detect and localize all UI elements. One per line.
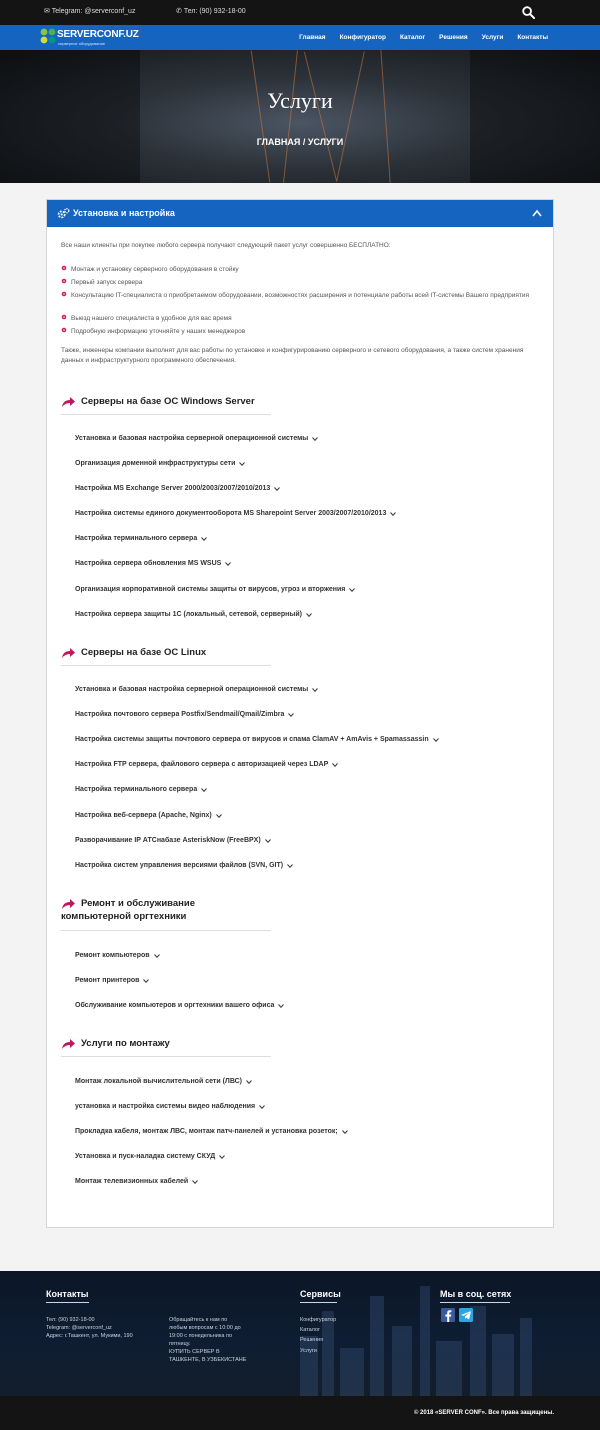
gears-icon (57, 207, 70, 220)
section-title: Услуги по монтажу (81, 1038, 170, 1049)
service-item[interactable]: Настройка веб-сервера (Apache, Nginx) (75, 812, 222, 819)
copyright-bar (0, 1396, 600, 1430)
chevron-down-icon (287, 863, 293, 867)
service-item[interactable]: Настройка терминального сервера (75, 535, 207, 542)
bullet-item: Выезд нашего специалиста в удобное для вас время (61, 314, 531, 323)
service-item[interactable]: Настройка системы защиты почтового сервера от вирусов и спама ClamAV + AmAvis + Spamassassin (75, 736, 439, 743)
nav-item-contacts[interactable]: Контакты (517, 34, 548, 41)
chevron-up-icon[interactable] (532, 209, 542, 217)
gear-bullet-icon (61, 265, 67, 271)
service-item[interactable]: Настройка систем управления версиями файлов (SVN, GIT) (75, 862, 293, 869)
service-item[interactable]: Настройка терминального сервера (75, 786, 207, 793)
service-item[interactable]: Монтаж телевизионных кабелей (75, 1178, 198, 1185)
chevron-down-icon (219, 1154, 225, 1158)
breadcrumb[interactable]: ГЛАВНАЯ / УСЛУГИ (256, 137, 344, 147)
chevron-down-icon (143, 978, 149, 982)
gear-bullet-icon (61, 278, 67, 284)
service-item[interactable]: Установка и базовая настройка серверной операционной системы (75, 435, 318, 442)
service-item[interactable]: Ремонт принтеров (75, 977, 149, 984)
service-item[interactable]: Установка и пуск-наладка систему СКУД (75, 1153, 225, 1160)
topbar-telegram[interactable]: ✉ Telegram: @serverconf_uz (44, 8, 136, 15)
hero-banner (0, 50, 600, 183)
main-nav (0, 25, 600, 50)
hours-line: Обращайтесь к нам по (169, 1317, 228, 1323)
chevron-down-icon (349, 587, 355, 591)
service-item[interactable]: установка и настройка системы видео наблюдения (75, 1103, 265, 1110)
phone-icon: ✆ (176, 8, 184, 15)
service-item[interactable]: Настройка сервера обновления MS WSUS (75, 560, 231, 567)
bullet-item: Первый запуск сервера (61, 278, 531, 287)
service-item[interactable]: Обслуживание компьютеров и оргтехники вашего офиса (75, 1002, 284, 1009)
nav-menu (285, 25, 548, 50)
section-title: Серверы на базе ОС Windows Server (81, 396, 255, 407)
arrow-icon (61, 1038, 76, 1050)
hours-line: КУПИТЬ СЕРВЕР В (169, 1349, 220, 1355)
hours-line: ТАШКЕНТЕ, В УЗБЕКИСТАНЕ (169, 1357, 247, 1363)
service-item[interactable]: Настройка системы единого документооборота MS Sharepoint Server 2003/2007/2010/2013 (75, 510, 396, 517)
chevron-down-icon (306, 612, 312, 616)
arrow-icon (61, 396, 76, 408)
nav-item-configurator[interactable]: Конфигуратор (339, 34, 386, 41)
chevron-down-icon (225, 561, 231, 565)
chevron-down-icon (201, 536, 207, 540)
service-item[interactable]: Настройка сервера защиты 1С (локальный, сетевой, серверный) (75, 611, 312, 618)
chevron-down-icon (265, 838, 271, 842)
hours-line: любым вопросам с 10:00 до (169, 1325, 241, 1331)
nav-item-home[interactable]: Главная (299, 34, 326, 41)
gear-bullet-icon (61, 314, 67, 320)
section-title: Серверы на базе ОС Linux (81, 647, 207, 658)
footer-link-configurator[interactable]: Конфигуратор (300, 1317, 337, 1323)
service-item[interactable]: Организация доменной инфраструктуры сети (75, 460, 245, 467)
service-item[interactable]: Организация корпоративной системы защиты от вирусов, угроз и вторжения (75, 586, 355, 593)
logo-tagline: серверное оборудование (58, 41, 106, 46)
page-title: Услуги (267, 88, 333, 113)
chevron-down-icon (278, 1003, 284, 1007)
footer-contacts-title: Контакты (46, 1289, 89, 1299)
bullet-item: Монтаж и установку серверного оборудования в стойку (61, 265, 531, 274)
contact-telegram[interactable]: Telegram: @serverconf_uz (46, 1325, 112, 1331)
services-panel (46, 199, 554, 1228)
chevron-down-icon (312, 687, 318, 691)
chevron-down-icon (433, 737, 439, 741)
footer-link-solutions[interactable]: Решения (300, 1337, 324, 1343)
hours-line: пятницу. (169, 1341, 191, 1347)
chevron-down-icon (390, 511, 396, 515)
section-title: Ремонт и обслуживание компьютерной оргтехники (61, 898, 196, 922)
footer-social-title: Мы в соц. сетях (440, 1289, 512, 1299)
service-item[interactable]: Разворачивание IP АТСнабазе AsteriskNow (FreeBPX) (75, 837, 271, 844)
chevron-down-icon (192, 1179, 198, 1183)
copyright-text: © 2018 «SERVER CONF». Все права защищены. (413, 1410, 554, 1416)
chevron-down-icon (274, 486, 280, 490)
logo-icon (40, 28, 56, 44)
bullet-item: Подробную информацию уточняйте у наших менеджеров (61, 327, 531, 336)
topbar-phone[interactable]: ✆ Тел: (90) 932-18-00 (176, 8, 246, 15)
mail-icon: ✉ (44, 8, 52, 15)
service-item[interactable]: Ремонт компьютеров (75, 952, 160, 959)
nav-item-solutions[interactable]: Решения (439, 34, 468, 41)
extra-text: Также, инженеры компании выполнят для вас работы по установке и конфигурированию серверного и сетевого оборудования, а также систем хранения данных и инфраструктурного программного обеспечения. (61, 347, 524, 364)
service-item[interactable]: Прокладка кабеля, монтаж ЛВС, монтаж патч-панелей и установка розеток; (75, 1128, 348, 1135)
chevron-down-icon (288, 712, 294, 716)
gear-bullet-icon (61, 291, 67, 297)
chevron-down-icon (259, 1104, 265, 1108)
accordion-header[interactable] (47, 200, 553, 227)
bullet-item: Консультацию IT-специалиста о приобретаемом оборудовании, возможностях расширения и потенциале работы всей IT-системы Вашего предприятия (61, 291, 531, 300)
nav-item-services[interactable]: Услуги (481, 34, 504, 41)
footer-link-catalog[interactable]: Каталог (300, 1327, 320, 1333)
footer (0, 1271, 600, 1396)
search-icon[interactable] (522, 6, 535, 19)
arrow-icon (61, 647, 76, 659)
service-item[interactable]: Монтаж локальной вычислительной сети (ЛВС) (75, 1078, 252, 1085)
chevron-down-icon (154, 953, 160, 957)
hours-line: 19:00 с понедельника по (169, 1333, 233, 1339)
chevron-down-icon (246, 1079, 252, 1083)
footer-services-title: Сервисы (300, 1289, 341, 1299)
telegram-icon[interactable] (459, 1308, 473, 1322)
chevron-down-icon (312, 436, 318, 440)
contact-phone: Тел: (90) 932-18-00 (46, 1317, 95, 1323)
chevron-down-icon (239, 461, 245, 465)
service-item[interactable]: Настройка FTP сервера, файлового сервера с авторизацией через LDAP (75, 761, 338, 768)
top-bar (0, 0, 600, 25)
nav-item-catalog[interactable]: Каталог (399, 34, 426, 41)
logo-name: SERVERCONF.UZ (57, 29, 139, 40)
service-item[interactable]: Настройка MS Exchange Server 2000/2003/2007/2010/2013 (75, 485, 280, 492)
contact-address: Адрес: г.Ташкент, ул. Мукими, 190 (46, 1333, 133, 1339)
accordion-title: Установка и настройка (73, 208, 175, 218)
gear-bullet-icon (61, 327, 67, 333)
chevron-down-icon (342, 1129, 348, 1133)
intro-text: Все наши клиенты при покупке любого сервера получают следующий пакет услуг совершенно БЕСПЛАТНО: (61, 242, 391, 249)
footer-link-services[interactable]: Услуги (300, 1348, 317, 1354)
chevron-down-icon (332, 762, 338, 766)
chevron-down-icon (201, 787, 207, 791)
facebook-icon[interactable] (441, 1308, 455, 1322)
service-item[interactable]: Установка и базовая настройка серверной операционной системы (75, 686, 318, 693)
service-item[interactable]: Настройка почтового сервера Postfix/Sendmail/Qmail/Zimbra (75, 711, 294, 718)
chevron-down-icon (216, 813, 222, 817)
